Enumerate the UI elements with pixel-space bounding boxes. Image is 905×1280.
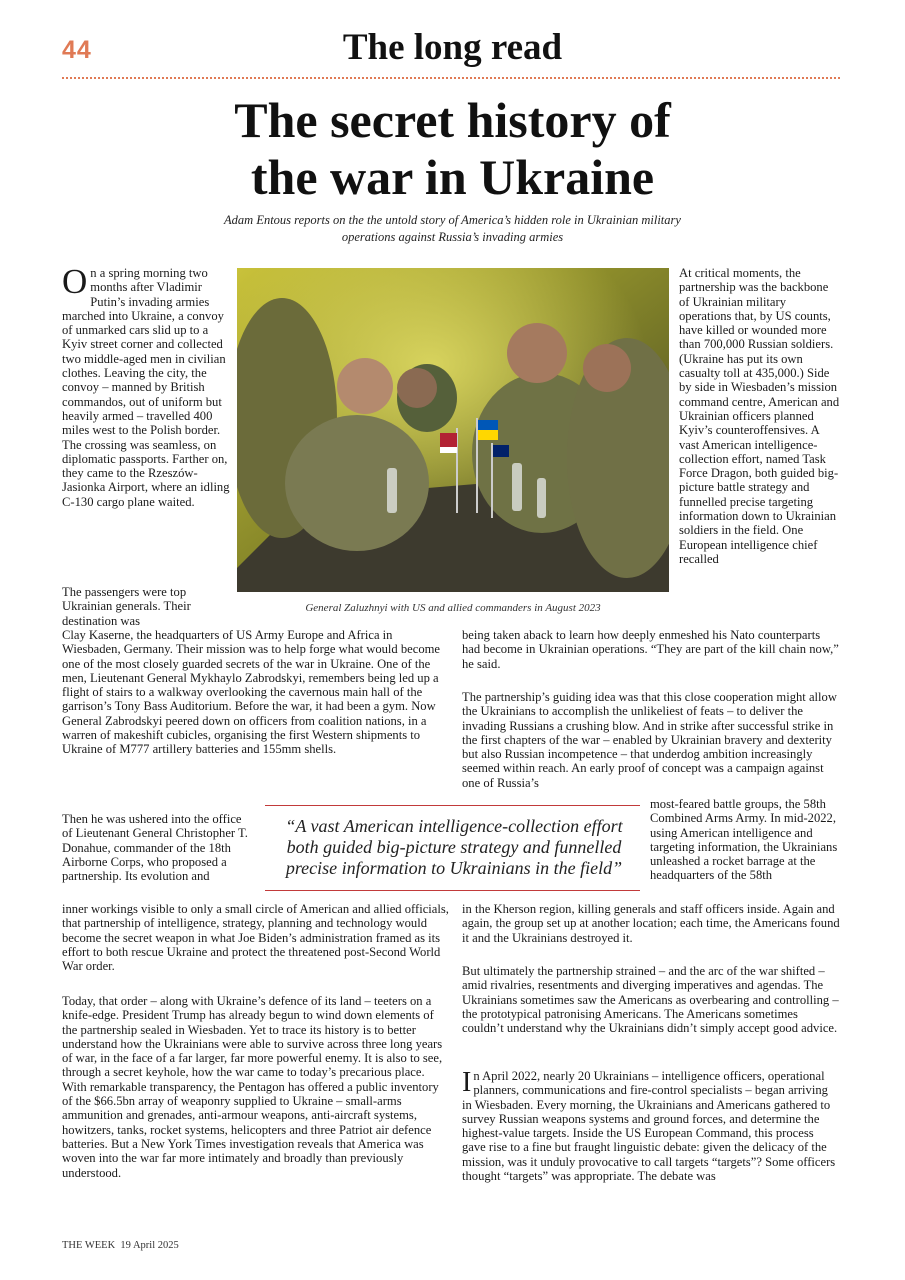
pullquote [265, 816, 643, 879]
body-paragraph-2b: Clay Kaserne, the headquarters of US Army Europe and Africa in Wiesbaden, Germany. Their mission was to help forge what would become one of the most closely guarded secrets of the war in Ukraine. One of the men, Lieutenant General Mykhaylo Zabrodskyi, remembers being led up a flight of stairs to a walkway overlooking the cavernous main hall of the garrison’s Tony Bass Auditorium. Before the war, it had been a gym. Now General Zabrodskyi peered down on officers from coalition nations, in a warren of makeshift cubicles, organising the first Western shipments to Ukraine of M777 artillery batteries and 155mm shells. [62, 628, 441, 757]
body-paragraph-8 [462, 1069, 840, 1183]
issue-date: 19 April 2025 [120, 1240, 179, 1251]
footer [62, 1240, 179, 1251]
body-paragraph-3a: Then he was ushered into the office of Lieutenant General Christopher T. Donahue, commander of the 18th Airborne Corps, who proposed a partnership. Its evolution and [62, 812, 248, 884]
body-paragraph-6a: The partnership’s guiding idea was that this close cooperation might allow the Ukrainians to accomplish the unlikeliest of feats – to deliver the invading Russians a crushing blow. And in strike after successful strike in the first chapters of the war – enabled by Ukrainian bravery and dexterity but also Russian incompetence – that underdog ambition increasingly seemed within reach. An early proof of concept was a campaign against one of Russia’s [462, 690, 837, 790]
photo-caption: General Zaluzhnyi with US and allied commanders in August 2023 [305, 602, 601, 614]
pullquote-rule-bottom [265, 890, 640, 891]
headline [0, 92, 905, 206]
drop-cap: I [462, 1067, 472, 1098]
standfirst-line-1: Adam Entous reports on the the untold story of America’s hidden role in Ukrainian military [224, 213, 681, 227]
body-paragraph-5b: being taken aback to learn how deeply enmeshed his Nato counterparts had become in Ukrainian operations. “They are part of the kill chain now,” he said. [462, 628, 839, 671]
body-paragraph-6c: in the Kherson region, killing generals and staff officers inside. Again and again, the group set up at another location; each time, the Americans found it and the Ukrainians destroyed it. [462, 902, 840, 945]
section-title: The long read [342, 27, 563, 68]
body-paragraph-2a: The passengers were top Ukrainian generals. Their destination was [62, 585, 191, 628]
headline-line-2: the war in Ukraine [250, 149, 655, 205]
article-photo [237, 268, 669, 592]
drop-cap: O [62, 262, 88, 301]
body-paragraph-5a: At critical moments, the partnership was the backbone of Ukrainian military operations that, by US counts, have killed or wounded more than 700,000 Russian soldiers. (Ukraine has put its own casualty toll at 435,000.) Side by side in Wiesbaden’s mission command centre, American and Ukrainian officers planned Kyiv’s counteroffensives. A vast American intelligence-collection effort, named Task Force Dragon, both guided big-picture battle strategy and funnelled precise targeting information down to Ukrainian soldiers in the field. One European intelligence chief recalled [679, 266, 840, 566]
headline-line-1: The secret history of [234, 92, 671, 148]
paragraph-text: n a spring morning two months after Vladimir Putin’s invading armies marched into Ukraine, a convoy of unmarked cars slid up to a Kyiv street corner and collected two middle-aged men in civilian clothes. Leaving the city, the convoy – manned by British commandos, out of uniform but heavily armed – travelled 400 miles west to the Polish border. The crossing was seamless, on diplomatic passports. Farther on, they came to the Rzeszów-Jasionka Airport, where an idling C-130 cargo plane waited. [62, 266, 230, 509]
pullquote-line-3: precise information to Ukrainians in the field” [285, 858, 623, 878]
page-number: 44 [62, 36, 92, 64]
standfirst [160, 212, 745, 246]
photo-illustration [237, 268, 669, 592]
body-paragraph-7: But ultimately the partnership strained – and the arc of the war shifted – amid rivalries, resentments and diverging imperatives and agendas. The Ukrainians sometimes saw the Americans as overbearing and controlling – the prototypical patronising Americans. The Americans sometimes couldn’t understand why the Ukrainians didn’t simply accept good advice. [462, 964, 839, 1036]
header-divider [62, 77, 840, 79]
pullquote-line-1: “A vast American intelligence-collection effort [285, 816, 623, 836]
standfirst-line-2: operations against Russia’s invading armies [341, 230, 564, 244]
pullquote-rule-top [265, 805, 640, 806]
body-paragraph-6b: most-feared battle groups, the 58th Combined Arms Army. In mid-2022, using American intelligence and targeting information, the Ukrainians unleashed a rocket barrage at the headquarters of the 58th [650, 797, 838, 883]
paragraph-text: n April 2022, nearly 20 Ukrainians – intelligence officers, operational planners, communications and fire-control specialists – began arriving in Wiesbaden. Every morning, the Ukrainians and Americans gathered to survey Russian weapons systems and ground forces, and determine the highest-value targets. Inside the US European Command, this process gave rise to a fine but fraught linguistic debate: given the delicacy of the mission, was it unduly provocative to call targets “targets”? Some officers thought “targets” was appropriate. The debate was [462, 1069, 836, 1184]
publication-name: THE WEEK [62, 1240, 116, 1251]
body-paragraph-3b: inner workings visible to only a small circle of American and allied officials, that partnership of intelligence, strategy, planning and technology would become the secret weapon in what Joe Biden’s administration framed as its effort to both rescue Ukraine and protect the threatened post-Second World War order. [62, 902, 449, 974]
body-paragraph-1 [62, 262, 232, 509]
body-paragraph-4: Today, that order – along with Ukraine’s defence of its land – teeters on a knife-edge. President Trump has already begun to wind down elements of the partnership sealed in Wiesbaden. Yet to trace its history is to better understand how the Ukrainians were able to survive across three long years of war, in the face of a far larger, far more powerful enemy. It is also to see, through a secret keyhole, how the war came to today’s precarious place. With remarkable transparency, the Pentagon has offered a public inventory of the $66.5bn array of weaponry supplied to Ukraine – small-arms ammunition and grenades, anti-armour weapons, anti-aircraft systems, howitzers, tanks, rocket systems, helicopters and three Patriot air defence batteries. But a New York Times investigation reveals that America was woven into the war far more intimately and broadly than previously understood. [62, 994, 443, 1180]
pullquote-line-2: both guided big-picture strategy and funnelled [286, 837, 622, 857]
